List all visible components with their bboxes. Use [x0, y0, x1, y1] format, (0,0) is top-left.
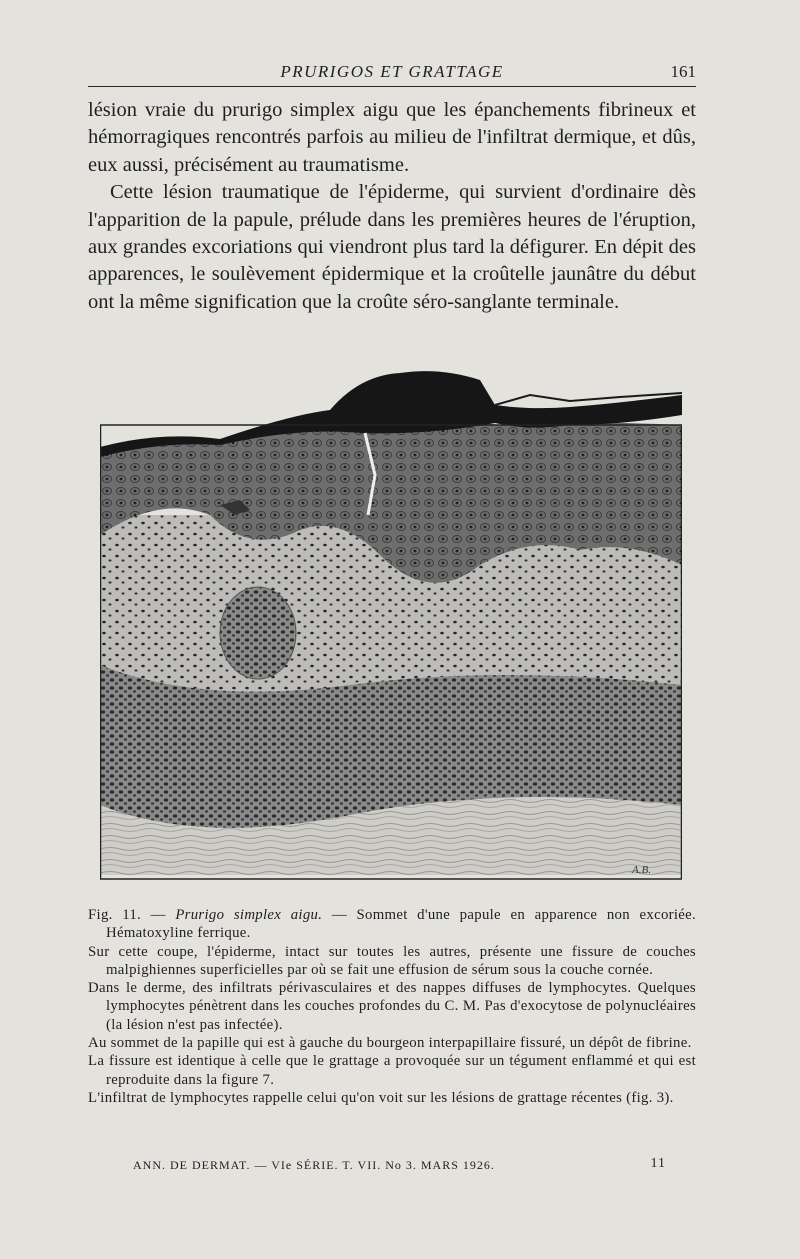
running-head	[88, 60, 696, 87]
caption-line	[88, 906, 696, 943]
paragraph: lésion vraie du prurigo simplex aigu que les épanchements fibrineux et hémorragiques rencontrés parfois au milieu de l'infiltrat dermique, et dûs, eux aussi, précisément au traumatisme.	[88, 99, 696, 176]
signature-mark: 11	[650, 1156, 666, 1171]
caption-line: Sur cette coupe, l'épiderme, intact sur toutes les autres, présente une fissure de couches malpighiennes superficielles par où se fait une effusion de sérum sous la couche cornée.	[88, 943, 696, 978]
journal-reference: ANN. DE DERMAT. — VIe SÉRIE. T. VII. No 3. MARS 1926.	[133, 1158, 495, 1172]
caption-text: — Sommet d'une papule en apparence non excoriée. Hématoxyline ferrique.	[106, 907, 697, 942]
body-text	[88, 97, 696, 316]
artist-mark: A.B.	[632, 864, 651, 876]
caption-line: Au sommet de la papille qui est à gauche du bourgeon interpapillaire fissuré, un dépôt de fibrine.	[88, 1035, 692, 1052]
paragraph: Cette lésion traumatique de l'épiderme, qui survient d'ordinaire dès l'apparition de la papule, prélude dans les premières heures de l'éruption, aux grandes excoriations qui viendront plus tard la défigurer. En dépit des apparences, le soulèvement épidermique et la croûtelle jaunâtre du début ont la même signification que la croûte séro-sanglante terminale.	[88, 181, 696, 313]
running-title: PRURIGOS ET GRATTAGE	[280, 62, 504, 81]
figure-caption	[88, 906, 696, 1107]
histology-illustration	[100, 365, 682, 880]
figure-number: Fig. 11. —	[88, 907, 166, 923]
histology-figure	[100, 365, 682, 880]
caption-line: La fissure est identique à celle que le grattage a provoquée sur un tégument enflammé et qui est reproduite dans la figure 7.	[88, 1053, 696, 1088]
caption-line: Dans le derme, des infiltrats périvasculaires et des nappes diffuses de lymphocytes. Quelques lymphocytes pénètrent dans les couches profondes du C. M. Pas d'exocytose de polynucléaires (la lésion n'est pas infectée).	[88, 980, 696, 1033]
page-footer	[88, 1156, 696, 1176]
caption-line: L'infiltrat de lymphocytes rappelle celui qu'on voit sur les lésions de grattage récentes (fig. 3).	[88, 1089, 674, 1106]
figure-title: Prurigo simplex aigu.	[175, 907, 323, 923]
page-number: 161	[670, 62, 696, 81]
